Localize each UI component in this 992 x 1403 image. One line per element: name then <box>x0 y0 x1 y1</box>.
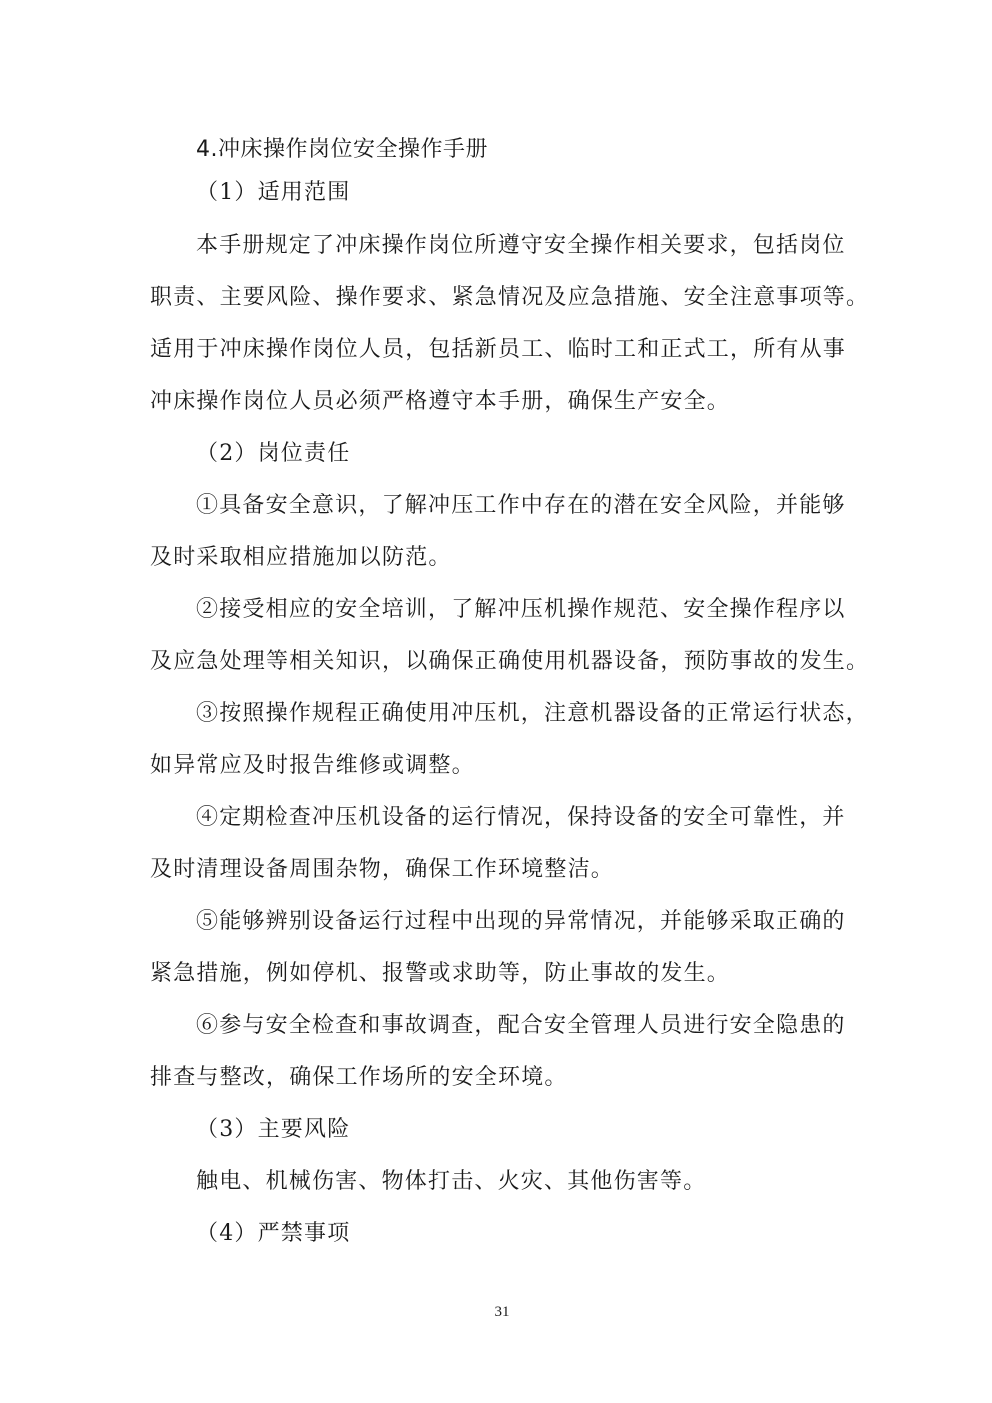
paragraph-line: 本手册规定了冲床操作岗位所遵守安全操作相关要求，包括岗位 <box>196 233 846 258</box>
list-item-line: 及应急处理等相关知识，以确保正确使用机器设备，预防事故的发生。 <box>150 649 870 674</box>
section-heading-prohibited: （4）严禁事项 <box>196 1221 351 1246</box>
list-item-line: 及时清理设备周围杂物，确保工作环境整洁。 <box>150 857 615 882</box>
paragraph-line: 职责、主要风险、操作要求、紧急情况及应急措施、安全注意事项等。 <box>150 285 870 310</box>
page-number: 31 <box>494 1304 510 1320</box>
paragraph-line: 适用于冲床操作岗位人员，包括新员工、临时工和正式工，所有从事 <box>150 337 847 362</box>
paragraph-line: 触电、机械伤害、物体打击、火灾、其他伤害等。 <box>196 1169 707 1194</box>
list-item-line: ②接受相应的安全培训，了解冲压机操作规范、安全操作程序以 <box>196 597 846 622</box>
section-heading-scope: （1）适用范围 <box>196 180 351 205</box>
list-item-line: 及时采取相应措施加以防范。 <box>150 545 452 570</box>
list-item-line: 如异常应及时报告维修或调整。 <box>150 753 475 778</box>
list-item-line: ①具备安全意识，了解冲压工作中存在的潜在安全风险，并能够 <box>196 493 846 518</box>
section-heading-main-risks: （3）主要风险 <box>196 1117 351 1142</box>
list-item-line: ③按照操作规程正确使用冲压机，注意机器设备的正常运行状态， <box>196 701 869 726</box>
list-item-line: ⑥参与安全检查和事故调查，配合安全管理人员进行安全隐患的 <box>196 1013 846 1038</box>
document-title: 4.冲床操作岗位安全操作手册 <box>196 137 488 162</box>
section-heading-responsibilities: （2）岗位责任 <box>196 441 351 466</box>
list-item-line: 排查与整改，确保工作场所的安全环境。 <box>150 1065 568 1090</box>
paragraph-line: 冲床操作岗位人员必须严格遵守本手册，确保生产安全。 <box>150 389 731 414</box>
list-item-line: ⑤能够辨别设备运行过程中出现的异常情况，并能够采取正确的 <box>196 909 846 934</box>
list-item-line: 紧急措施，例如停机、报警或求助等，防止事故的发生。 <box>150 961 731 986</box>
list-item-line: ④定期检查冲压机设备的运行情况，保持设备的安全可靠性，并 <box>196 805 846 830</box>
